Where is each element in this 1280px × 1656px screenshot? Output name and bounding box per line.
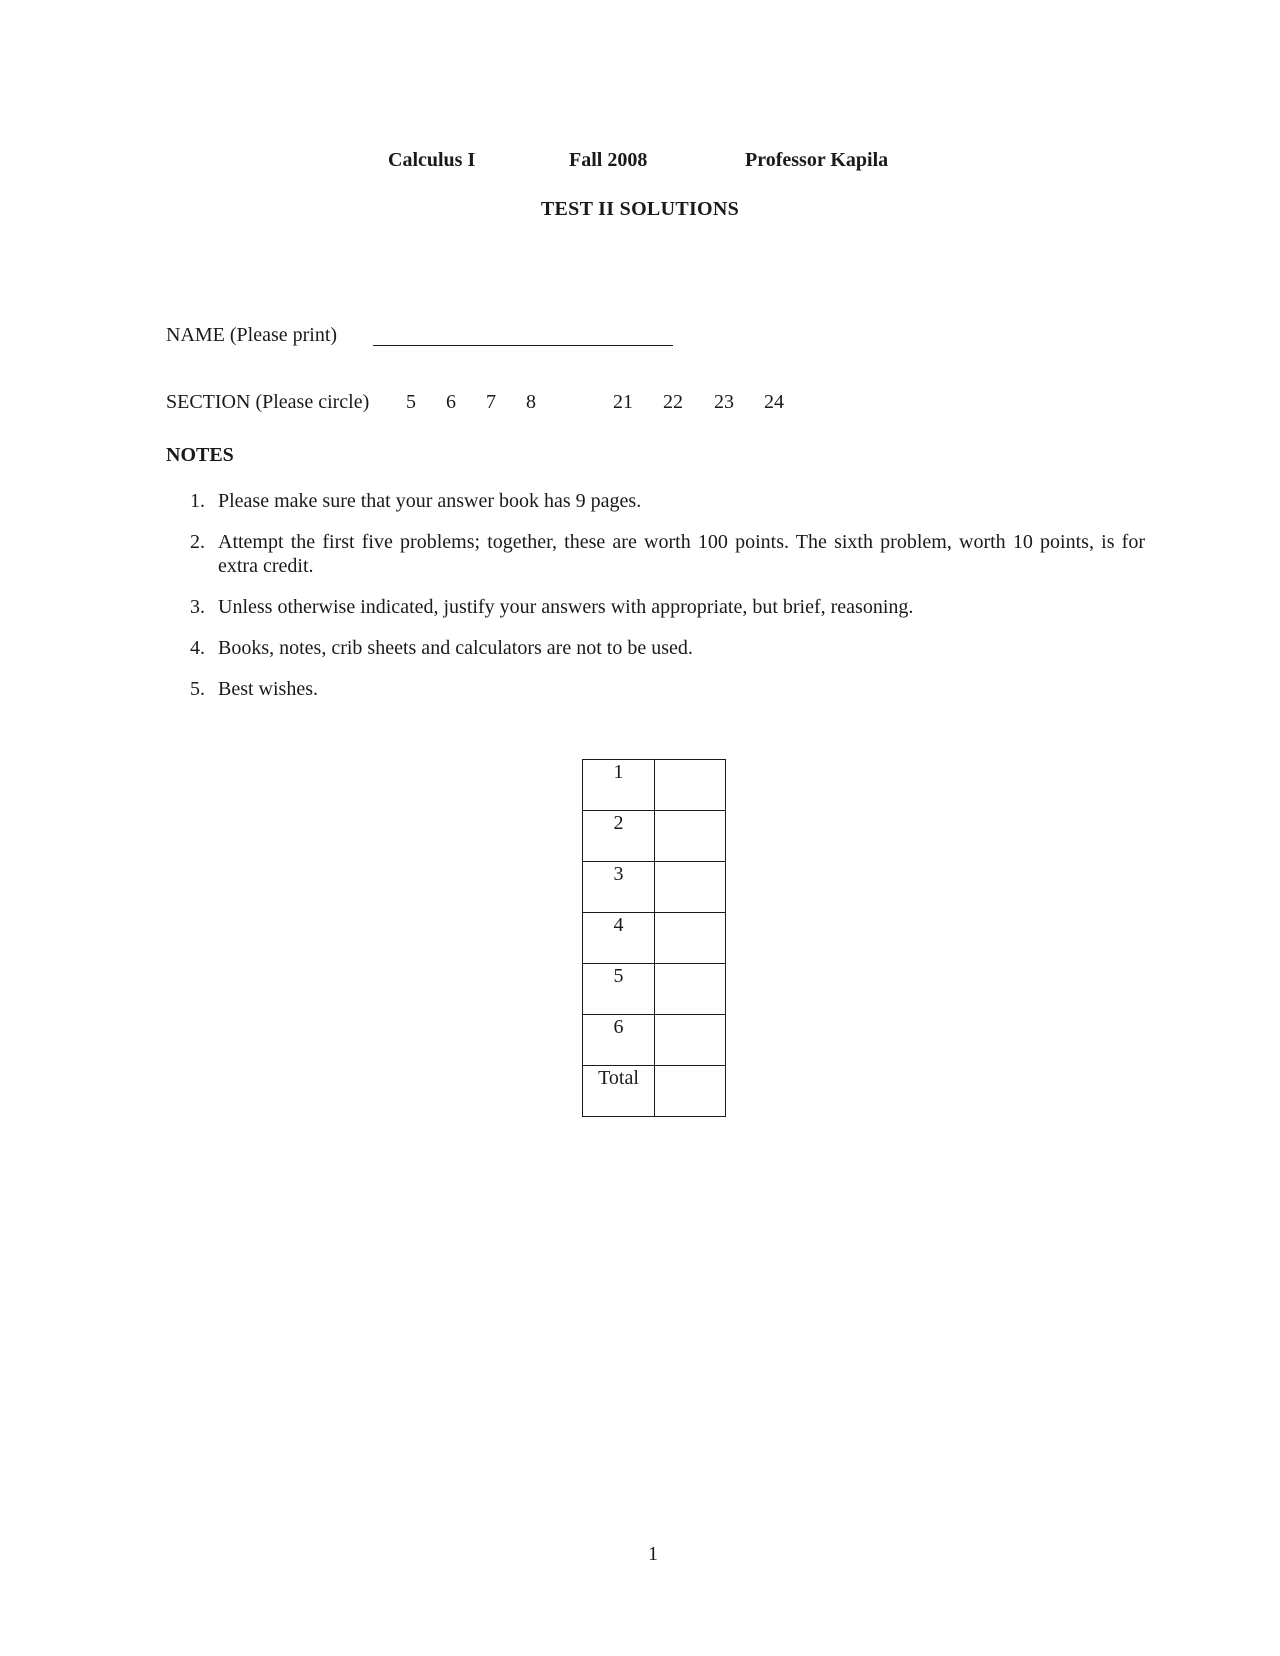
section-option-7[interactable]: 7 [486, 391, 496, 413]
note-text: Books, notes, crib sheets and calculators are not to be used. [218, 637, 693, 659]
score-row-label-total: Total [583, 1066, 655, 1117]
course-title: Calculus I [388, 149, 476, 171]
section-field-label: SECTION (Please circle) [166, 391, 370, 413]
score-cell[interactable] [655, 964, 726, 1015]
document-title: TEST II SOLUTIONS [540, 198, 740, 220]
section-option-21[interactable]: 21 [613, 391, 633, 413]
note-number: 3. [190, 596, 205, 618]
score-cell[interactable] [655, 811, 726, 862]
table-row [583, 862, 726, 913]
name-field-label: NAME (Please print) [166, 324, 338, 346]
note-item [190, 636, 1145, 660]
note-number: 2. [190, 531, 205, 553]
notes-list [190, 489, 1145, 718]
score-row-label: 6 [583, 1015, 655, 1066]
section-option-6[interactable]: 6 [446, 391, 456, 413]
table-row [583, 1015, 726, 1066]
note-number: 5. [190, 678, 205, 700]
section-option-24[interactable]: 24 [764, 391, 784, 413]
table-row [583, 913, 726, 964]
table-row [583, 964, 726, 1015]
score-cell[interactable] [655, 862, 726, 913]
professor-name: Professor Kapila [745, 149, 889, 171]
note-text: Attempt the first five problems; together, these are worth 100 points. The sixth problem, worth 10 points, is for extra credit. [218, 531, 1145, 577]
score-table [582, 759, 726, 1117]
note-item [190, 530, 1145, 578]
term: Fall 2008 [569, 149, 648, 171]
note-item [190, 489, 1145, 513]
page-number: 1 [648, 1543, 658, 1565]
name-blank-line[interactable] [373, 345, 673, 346]
note-item [190, 595, 1145, 619]
section-option-22[interactable]: 22 [663, 391, 683, 413]
table-row [583, 1066, 726, 1117]
score-row-label: 3 [583, 862, 655, 913]
score-row-label: 4 [583, 913, 655, 964]
note-text: Please make sure that your answer book has 9 pages. [218, 490, 642, 512]
section-option-5[interactable]: 5 [406, 391, 416, 413]
score-cell-total[interactable] [655, 1066, 726, 1117]
table-row [583, 760, 726, 811]
notes-heading: NOTES [166, 444, 234, 466]
note-number: 4. [190, 637, 205, 659]
score-cell[interactable] [655, 913, 726, 964]
score-row-label: 2 [583, 811, 655, 862]
score-row-label: 1 [583, 760, 655, 811]
score-cell[interactable] [655, 1015, 726, 1066]
score-cell[interactable] [655, 760, 726, 811]
note-text: Unless otherwise indicated, justify your answers with appropriate, but brief, reasoning. [218, 596, 914, 618]
section-option-8[interactable]: 8 [526, 391, 536, 413]
score-row-label: 5 [583, 964, 655, 1015]
note-number: 1. [190, 490, 205, 512]
table-row [583, 811, 726, 862]
note-text: Best wishes. [218, 678, 318, 700]
section-option-23[interactable]: 23 [714, 391, 734, 413]
note-item [190, 677, 1145, 701]
